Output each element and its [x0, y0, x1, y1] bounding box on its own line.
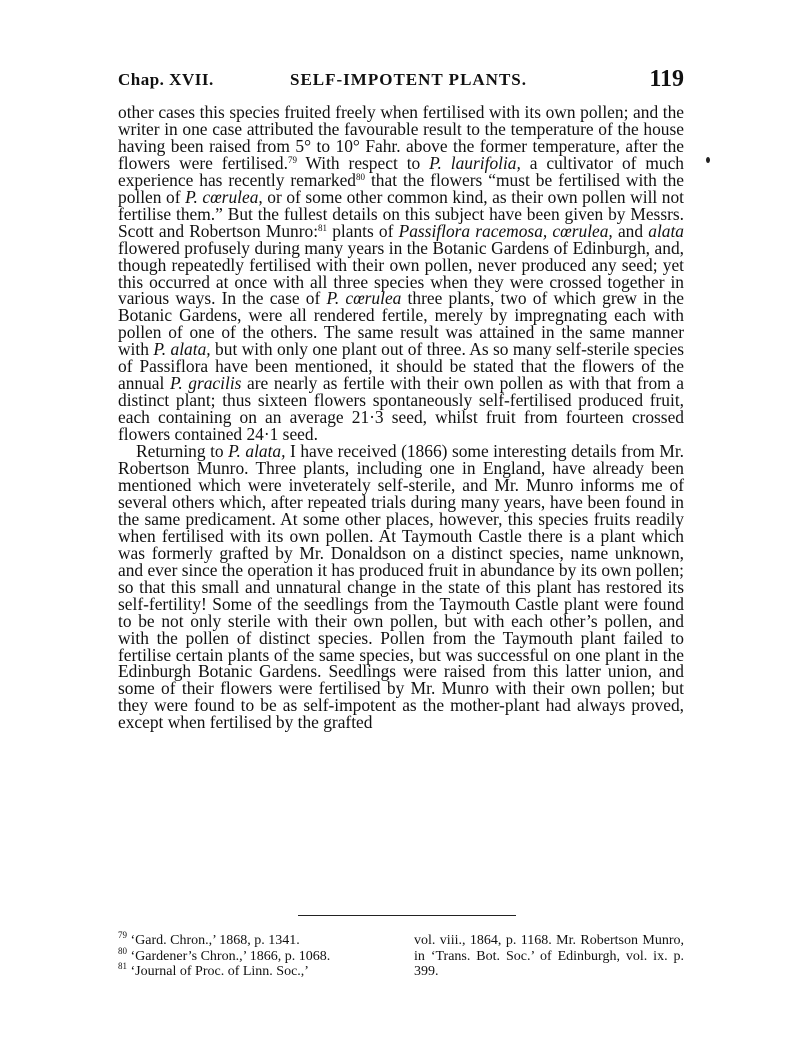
body-text [118, 104, 684, 731]
page-number: 119 [649, 66, 684, 92]
text-run: a cultivator of much experience has recently remarked [118, 152, 684, 190]
footnote-reference: 79 [287, 154, 297, 165]
text-run: three plants, two of which grew in the Botanic Gardens, were all rendered fertile, merely by impregnating each with pollen of one of the others. The same result was attained in the same manner with [118, 288, 685, 360]
margin-ink-dot [706, 157, 710, 163]
text-run: With respect to [296, 152, 430, 173]
text-run: that the flowers “must be fertilised with the pollen of [118, 169, 685, 207]
text-run: I have received (1866) some interesting details from Mr. Robertson Munro. Three plants, including one in England, have already been mentioned which were inveterately self-sterile, and Mr. Munro informs me of several others which, after repeated trials during many years, have been found in the same predicament. At some other places, however, this species fruits readily when fertilised with its own pollen. At Taymouth Castle there is a plant which was formerly grafted by Mr. Donaldson on a distinct species, name unknown, and ever since the operation it has produced fruit in abundance by its own pollen; so that this small and unnatural change in the state of this plant has restored its self-fertility! Some of the seedlings from the Taymouth Castle plant were found to be not only sterile with their own pollen, but with each other’s pollen, and with the pollen of distinct species. Pollen from the Taymouth plant failed to fertilise certain plants of the same species, but was successful on one plant in the Edinburgh Botanic Gardens. Seedlings were raised from this latter union, and some of their flowers were fertilised by Mr. Munro with their own pollen; but they were found to be as self-impotent as the mother-plant had always proved, except when fertilised by the grafted [118, 441, 684, 733]
text-run: plants of [327, 220, 399, 241]
footnotes-right-column [414, 933, 684, 980]
footnote-81 [118, 961, 393, 980]
text-run: Returning to [136, 441, 229, 462]
italic-text: P. alata, [153, 339, 211, 360]
chapter-label: Chap. XVII. [118, 70, 214, 89]
footnote-text: ‘Journal of Proc. of Linn. Soc.,’ [130, 964, 309, 979]
italic-text: P. cœrulea [326, 288, 402, 309]
running-title: SELF-IMPOTENT PLANTS. [290, 70, 528, 89]
italic-text: P. laurifolia, [429, 152, 521, 173]
footnotes-left-column [118, 930, 393, 980]
footnote-80 [118, 945, 393, 965]
footnote-text: vol. viii., 1864, p. 1168. Mr. Robertson Munro, in ‘Trans. Bot. Soc.’ of Edinburgh, vol. ix. p. 399. [414, 933, 684, 979]
footnote-reference: 81 [318, 222, 328, 233]
footnote-81-continued [414, 933, 684, 980]
footnote-text: ‘Gard. Chron.,’ 1868, p. 1341. [130, 933, 300, 948]
italic-text: alata [648, 220, 684, 241]
footnote-reference: 80 [356, 171, 365, 182]
italic-text: Passiflora racemosa, cœrulea, [398, 220, 613, 241]
footnote-number: 79 [118, 930, 127, 940]
paragraph-continued [118, 104, 684, 443]
footnote-number: 81 [118, 961, 127, 971]
footnote-number: 80 [118, 945, 127, 956]
text-run: or of some other common kind, as their own pollen will not fertilise them.” But the fullest details on this subject have been given by Messrs. Scott and Robertson Munro: [118, 186, 685, 241]
running-header [118, 66, 684, 96]
paragraph-returning [118, 443, 684, 731]
footnote-text: ‘Gardener’s Chron.,’ 1866, p. 1068. [130, 948, 331, 964]
text-run: flowered profusely during many years in the Botanic Gardens of Edinburgh, and, though repeatedly fertilised with their own pollen, never produced any seed; yet this occurred at once with all three species when they were crossed together in various ways. In the case of [118, 237, 684, 309]
footnote-79 [118, 930, 393, 949]
italic-text: P. gracilis [169, 373, 242, 394]
italic-text: P. cœrulea, [185, 186, 263, 207]
text-run: are nearly as fertile with their own pollen as with that from a distinct plant; thus sixteen flowers spontaneously self-fertilised produced fruit, each containing on an average 21·3 seed, whilst fruit from fourteen crossed flowers contained 24·1 seed. [118, 373, 685, 445]
footnote-rule [298, 915, 516, 916]
text-run: other cases this species fruited freely when fertilised with its own pollen; and the writer in one case attributed the favourable result to the temperature of the house having been raised from 5° to 10° Fahr. above the former temperature, after the flowers were fertilised. [118, 102, 684, 173]
text-run: and [612, 220, 649, 241]
italic-text: P. alata, [228, 441, 286, 462]
text-run: but with only one plant out of three. As so many self-sterile species of Passiflora have been mentioned, it should be stated that the flowers of the annual [118, 339, 685, 394]
